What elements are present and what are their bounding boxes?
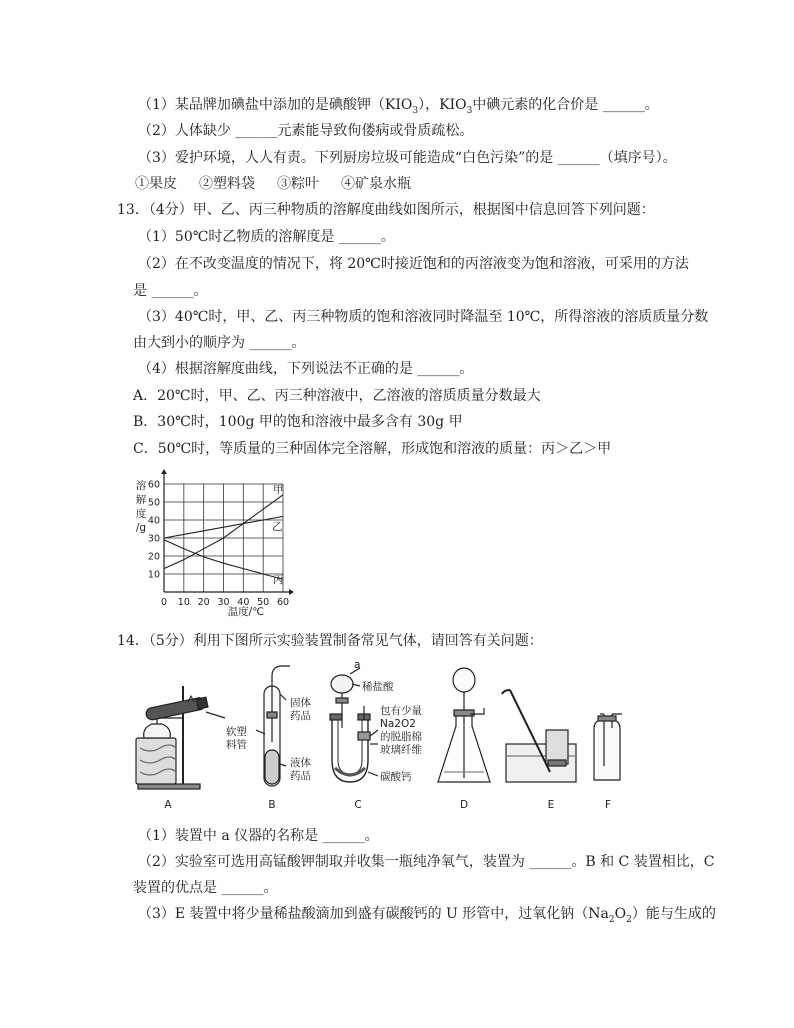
q14-part2-line2: 装置的优点是 ______。 [133,880,278,896]
apparatus-label-b: B [268,799,276,811]
q14-part2-line1: （2）实验室可选用高锰酸钾制取并收集一瓶纯净氧气，装置为 ______。B 和 C 装置相比，C [138,854,715,870]
y-tick-label: 40 [147,515,160,527]
x-tick-label: 20 [197,597,210,608]
q14-part3: （3）E 装置中将少量稀盐酸滴加到盛有碳酸钙的 U 形管中，过氧化钠$(Na_2O_2)$能与生成的 [138,906,716,925]
gas-bottle-e [546,730,568,764]
x-tick-label: 30 [217,597,230,608]
y-tick-label: 20 [147,551,160,563]
y-axis-label-char: 溶 [135,480,147,492]
apparatus-label-e: E [547,799,555,811]
label-tansuangai: 碳酸钙 [380,771,412,783]
q12-part2: （2）人体缺少 ______元素能导致佝偻病或骨质疏松。 [138,123,474,139]
apparatus-label-c: C [354,799,362,811]
apparatus-label-f: F [604,799,612,811]
q12-option: ①果皮 [135,176,177,192]
q13-part3-line1: （3）40℃时，甲、乙、丙三种物质的饱和溶液同时降温至 10℃，所得溶液的溶质质量分数 [138,309,709,325]
funnel-a [331,675,353,693]
series-label-3: 丙 [273,574,284,586]
q13-option-c: C．50℃时，等质量的三种固体完全溶解，形成饱和溶液的质量：丙＞乙＞甲 [133,441,612,457]
apparatus-f [594,714,622,780]
q12-options [135,175,433,193]
label-xiyansuan: 稀盐酸 [362,681,394,693]
apparatus-b [256,666,290,786]
y-tick-label: 60 [147,479,160,491]
x-tick-label: 10 [177,597,190,608]
chart-y-axis-label [136,479,147,534]
apparatus-a [136,686,225,789]
apparatus-d [438,668,490,782]
q14-stem: 14．（5分）利用下图所示实验装置制备常见气体，请回答有关问题： [117,633,543,649]
series-label-1: 甲 [273,484,284,496]
x-axis-label: 温度/℃ [227,606,264,618]
label-ruansu: 软塑 [226,726,247,738]
q13-part1: （1）50℃时乙物质的溶解度是 ______。 [138,229,395,245]
x-axis-arrow [289,589,294,595]
label-a: a [354,659,361,671]
x-tick-label: 0 [160,597,168,608]
apparatus-figure [130,656,660,816]
q13-part2-line2: 是 ______。 [133,283,208,299]
q12-option: ③粽叶 [277,176,319,192]
q12-part1: （1）某品牌加碘盐中添加的是碘酸钾$(KIO_3)$，$KIO_3$中碘元素的化合价是 ______。 [138,97,659,116]
y-tick-label: 10 [147,569,160,581]
label-yaopin-2: 药品 [290,770,311,782]
y-axis-arrow [161,469,167,474]
x-tick-label: 50 [257,597,270,608]
x-tick-label: 40 [237,597,250,608]
q13-part3-line2: 由大到小的顺序为 ______。 [133,335,306,351]
y-axis-label-char: /g [135,522,147,534]
apparatus-e [502,690,576,782]
label-boli: 玻璃纤维 [380,744,422,756]
label-yeti: 液体 [290,757,311,769]
y-tick-label: 50 [147,497,160,509]
label-tuozhimian: 的脱脂棉 [380,731,422,743]
apparatus-label-a: A [164,799,172,811]
q13-option-b: B．30℃时，100g 甲的饱和溶液中最多含有 30g 甲 [133,414,463,430]
label-baoyou: 包有少量 [380,705,422,717]
x-tick-label: 60 [276,597,290,608]
q12-option: ②塑料袋 [199,176,255,192]
stand-base [138,784,200,789]
y-axis-label-char: 度 [135,508,147,520]
q13-part4: （4）根据溶解度曲线，下列说法不正确的是 ______。 [138,361,474,377]
q13-part2-line1: （2）在不改变温度的情况下，将 20℃时接近饱和的丙溶液变为饱和溶液，可采用的方法 [138,256,689,272]
q13-stem: 13．（4分）甲、乙、丙三种物质的溶解度曲线如图所示，根据图中信息回答下列问题： [117,202,655,218]
q12-option: ④矿泉水瓶 [341,176,411,192]
apparatus-label-d: D [459,799,469,811]
chart-series [164,484,284,586]
q13-option-a: A．20℃时，甲、乙、丙三种溶液中，乙溶液的溶质质量分数最大 [133,388,541,404]
label-guti: 固体 [290,697,311,709]
y-tick-label: 30 [147,533,160,545]
chart-ticks [148,480,289,609]
solubility-chart [130,468,300,618]
q12-part3: （3）爱护环境，人人有责。下列厨房垃圾可能造成“白色污染”的是 ______（填序号）。 [138,150,677,166]
y-axis-label-char: 解 [135,494,147,506]
label-yaopin-1: 药品 [290,710,311,722]
cotton [358,732,370,740]
label-na2o2: Na2O2 [380,718,416,730]
alcohol-lamp [144,724,171,738]
label-liaoguan: 料管 [226,739,247,751]
series-label-2: 乙 [272,521,283,533]
q14-part1: （1）装置中 a 仪器的名称是 ______。 [138,828,379,844]
